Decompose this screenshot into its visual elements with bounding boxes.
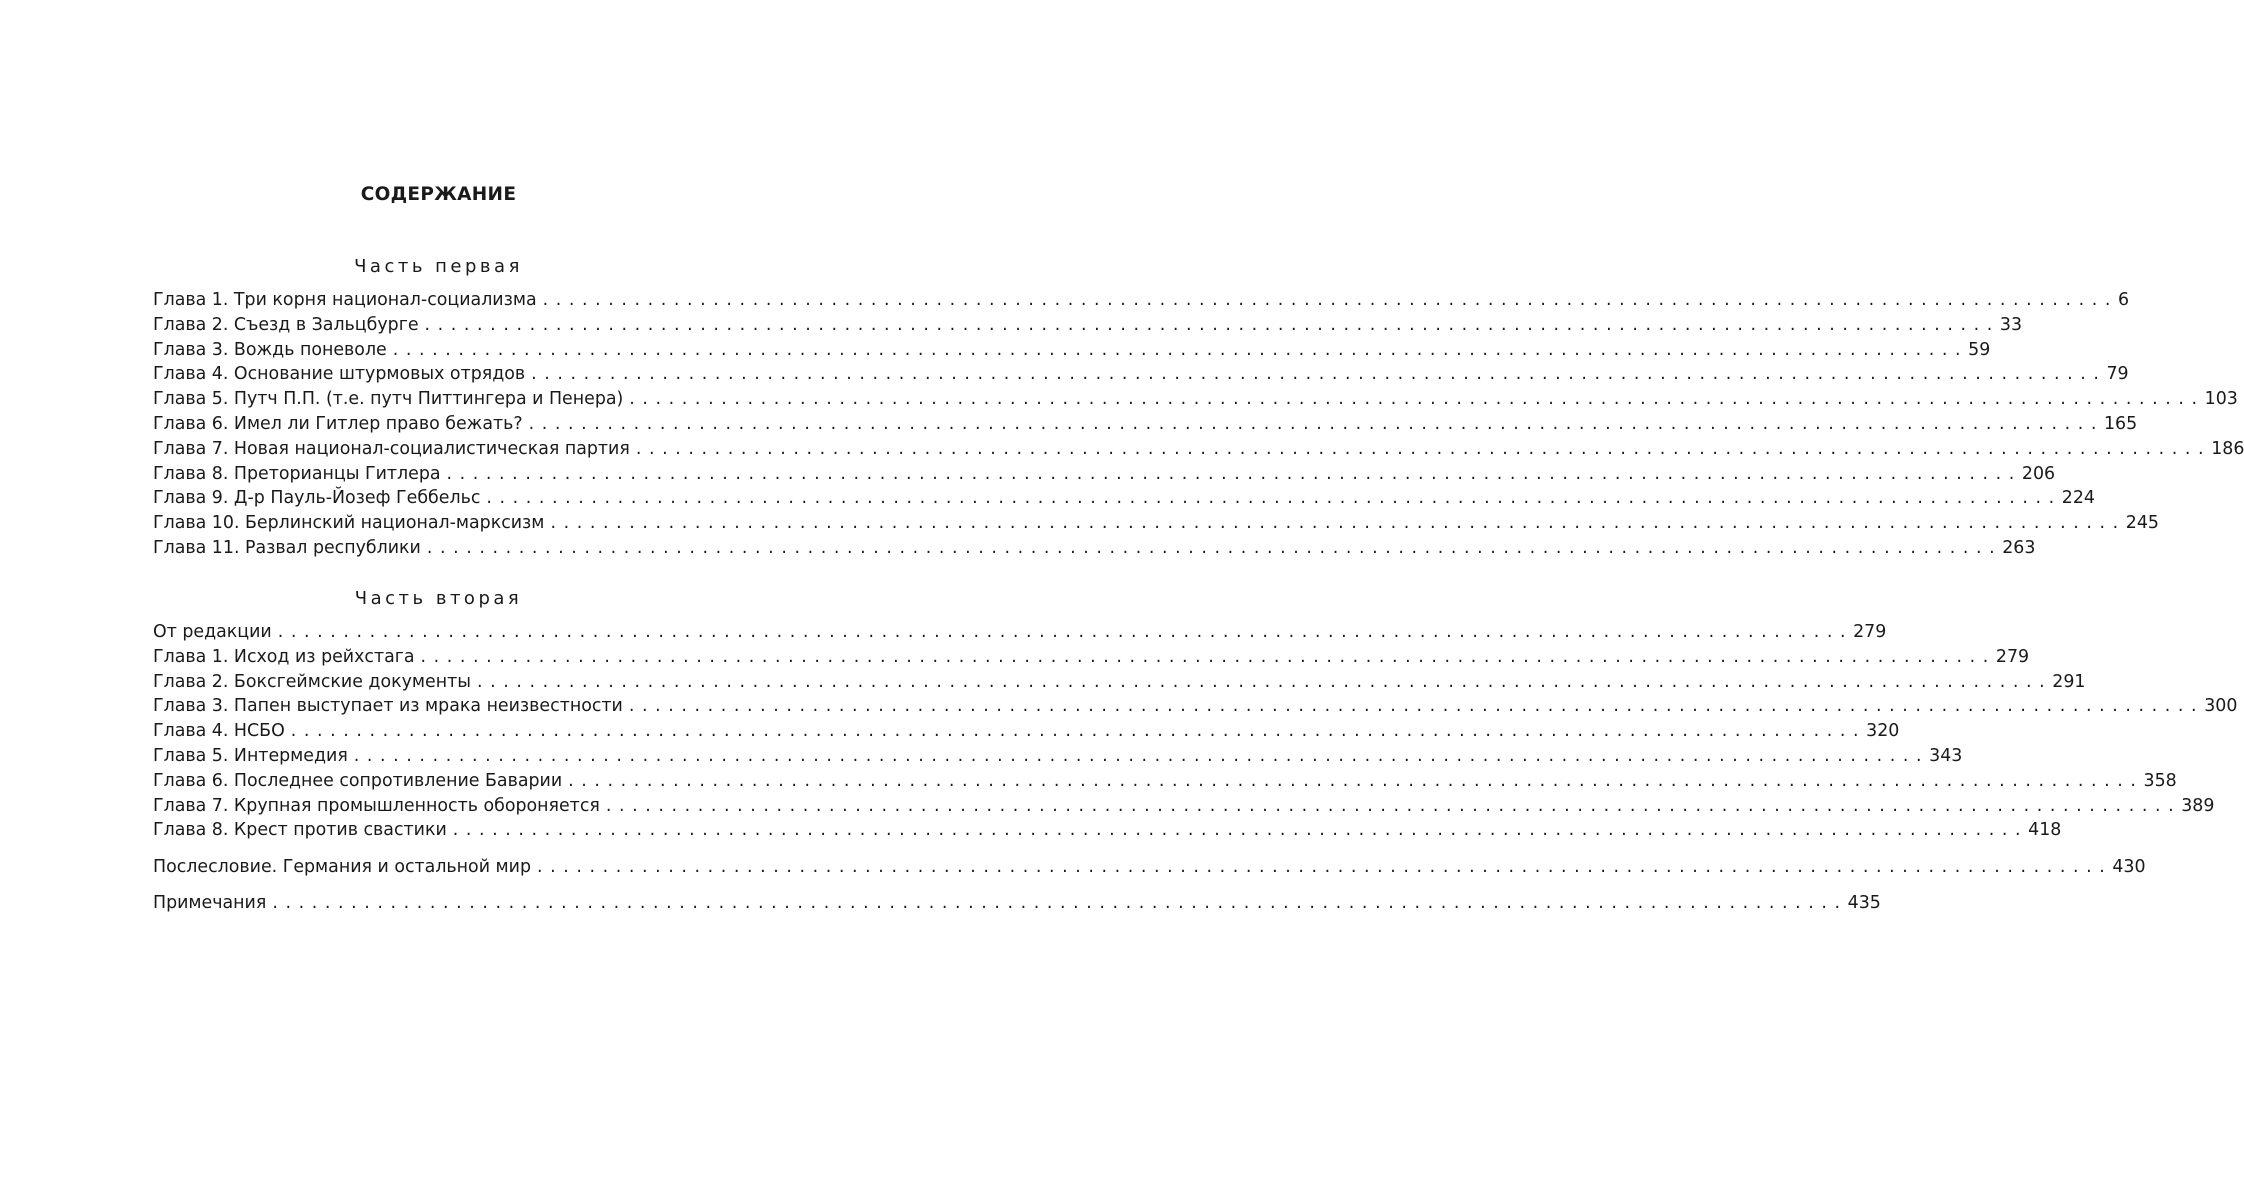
- toc-entry-notes: [153, 891, 1881, 916]
- dot-leader: ........................................................................................................................: [550, 513, 2126, 534]
- notes-toc: [153, 891, 1881, 916]
- dot-leader: ........................................................................................................................: [486, 488, 2062, 509]
- toc-entry-page: 430: [2112, 857, 2146, 877]
- toc-entry: [153, 462, 2056, 487]
- dot-leader: ........................................................................................................................: [635, 438, 2212, 459]
- toc-entry-page: 389: [2181, 795, 2215, 816]
- dot-leader: ........................................................................................................................: [528, 413, 2104, 434]
- toc-entry: [153, 288, 2130, 313]
- toc-entry: [153, 744, 1963, 769]
- toc-entry: [153, 818, 2062, 843]
- toc-entry: [153, 511, 2159, 536]
- toc-entry-title: Глава 1. Три корня национал-социализма: [153, 290, 537, 310]
- toc-entry-title: Глава 7. Новая национал-социалистическая партия: [153, 438, 630, 459]
- toc-entry-page: 245: [2125, 513, 2159, 534]
- toc-entry: [153, 486, 2095, 511]
- toc-entry: [153, 387, 2238, 412]
- toc-entry-page: 186: [2211, 438, 2244, 459]
- toc-entry-page: 206: [2021, 463, 2056, 484]
- toc-entry-page: 291: [2052, 671, 2086, 692]
- toc-entry: [153, 437, 2244, 462]
- part-two-toc: [153, 620, 2238, 843]
- part-one-heading: Часть первая: [354, 256, 523, 277]
- afterword-toc: [153, 855, 2146, 880]
- toc-entry-title: Глава 9. Д-р Пауль-Йозеф Геббельс: [153, 488, 481, 509]
- dot-leader: ........................................................................................................................: [290, 721, 1867, 742]
- toc-entry-afterword: [153, 855, 2146, 880]
- toc-entry-title: Глава 3. Папен выступает из мрака неизвестности: [153, 696, 623, 717]
- toc-entry-title: Глава 2. Съезд в Зальцбурге: [153, 314, 419, 335]
- toc-entry-title: Глава 4. НСБО: [153, 721, 285, 742]
- toc-entry-title: Глава 10. Берлинский национал-марксизм: [153, 513, 545, 534]
- toc-entry-page: 279: [1995, 646, 2030, 667]
- dot-leader: ........................................................................................................................: [353, 745, 1930, 766]
- toc-entry-page: 224: [2061, 488, 2095, 509]
- dot-leader: ........................................................................................................................: [628, 696, 2205, 717]
- toc-entry-page: 320: [1866, 721, 1900, 742]
- dot-leader: ........................................................................................................................: [452, 820, 2029, 841]
- toc-entry-title: Глава 8. Преторианцы Гитлера: [153, 463, 441, 484]
- toc-entry-page: 6: [2118, 290, 2130, 310]
- toc-entry-title: Глава 2. Боксгеймские документы: [153, 671, 471, 692]
- toc-entry: [153, 694, 2238, 719]
- toc-entry-page: 279: [1853, 622, 1887, 642]
- toc-entry-page: 343: [1929, 745, 1963, 766]
- dot-leader: ........................................................................................................................: [277, 622, 1854, 642]
- toc-entry: [153, 620, 1887, 645]
- dot-leader: ........................................................................................................................: [536, 857, 2113, 877]
- toc-entry-page: 79: [2106, 364, 2129, 385]
- toc-entry: [153, 645, 2030, 670]
- toc-entry-title: Глава 8. Крест против свастики: [153, 820, 447, 841]
- toc-entry: [153, 313, 2023, 338]
- toc-entry-title: Глава 4. Основание штурмовых отрядов: [153, 364, 526, 385]
- toc-entry-title: Глава 6. Последнее сопротивление Баварии: [153, 770, 563, 791]
- dot-leader: ........................................................................................................................: [605, 795, 2182, 816]
- dot-leader: ........................................................................................................................: [568, 770, 2144, 791]
- toc-entry: [153, 412, 2138, 437]
- toc-entry-page: 165: [2103, 413, 2138, 434]
- dot-leader: ........................................................................................................................: [420, 646, 1996, 667]
- toc-entry-page: 33: [1999, 314, 2023, 335]
- part-two-heading: Часть вторая: [354, 588, 523, 609]
- toc-entry-page: 59: [1968, 339, 1991, 360]
- toc-entry-title: Глава 3. Вождь поневоле: [153, 339, 387, 360]
- toc-entry-title: Послесловие. Германия и остальной мир: [153, 857, 531, 877]
- dot-leader: ........................................................................................................................: [542, 290, 2118, 310]
- toc-entry-title: Глава 6. Имел ли Гитлер право бежать?: [153, 413, 523, 434]
- toc-entry: [153, 769, 2177, 794]
- toc-entry-title: Глава 11. Развал республики: [153, 537, 421, 558]
- toc-entry: [153, 794, 2215, 819]
- toc-entry-title: Примечания: [153, 893, 267, 913]
- dot-leader: ........................................................................................................................: [272, 893, 1848, 913]
- dot-leader: ........................................................................................................................: [424, 314, 2000, 335]
- toc-entry-page: 300: [2204, 696, 2238, 717]
- toc-entry-title: От редакции: [153, 622, 272, 642]
- toc-entry-title: Глава 1. Исход из рейхстага: [153, 646, 415, 667]
- dot-leader: ........................................................................................................................: [426, 537, 2003, 558]
- dot-leader: ........................................................................................................................: [446, 463, 2022, 484]
- toc-entry: [153, 719, 1900, 744]
- dot-leader: ........................................................................................................................: [531, 364, 2107, 385]
- toc-entry-page: 435: [1847, 893, 1881, 913]
- part-one-toc: [153, 288, 2244, 561]
- dot-leader: ........................................................................................................................: [476, 671, 2053, 692]
- toc-entry-page: 263: [2002, 537, 2036, 558]
- toc-entry: [153, 536, 2036, 561]
- toc-entry-title: Глава 7. Крупная промышленность обороняется: [153, 795, 600, 816]
- dot-leader: ........................................................................................................................: [392, 339, 1969, 360]
- toc-entry-title: Глава 5. Путч П.П. (т.е. путч Питтингера и Пенера): [153, 389, 624, 410]
- toc-entry-page: 103: [2204, 389, 2238, 410]
- toc-entry: [153, 338, 1991, 363]
- toc-entry: [153, 670, 2086, 695]
- toc-entry: [153, 362, 2129, 387]
- dot-leader: ........................................................................................................................: [629, 389, 2205, 410]
- toc-entry-page: 418: [2028, 820, 2062, 841]
- toc-title: СОДЕРЖАНИЕ: [360, 184, 517, 205]
- toc-entry-page: 358: [2143, 770, 2177, 791]
- toc-entry-title: Глава 5. Интермедия: [153, 745, 348, 766]
